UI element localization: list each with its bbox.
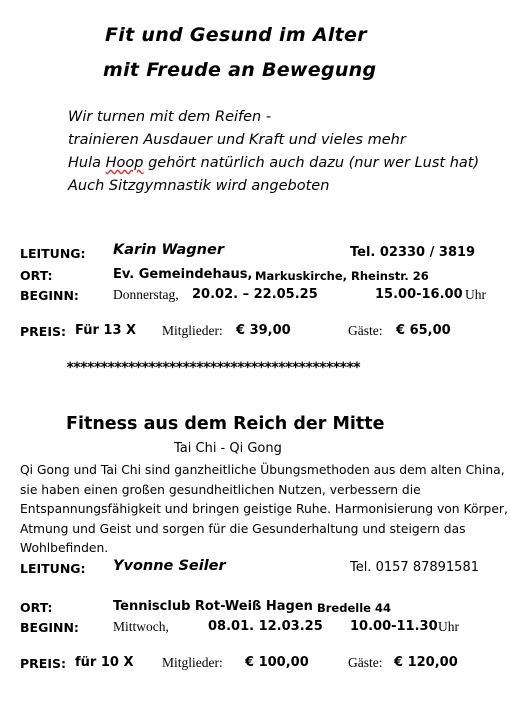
beginn2-day: Mittwoch, xyxy=(113,619,169,634)
preis-count: Für 13 X xyxy=(75,323,137,338)
leitung-tel: Tel. 02330 / 3819 xyxy=(350,245,476,260)
gaeste-label: Gäste: xyxy=(348,323,383,338)
beginn-uhr: Uhr xyxy=(465,287,486,302)
beginn-day: Donnerstag, xyxy=(113,287,179,302)
beginn2-uhr: Uhr xyxy=(438,619,459,634)
preis2-label: PREIS: xyxy=(20,656,66,671)
ort-label: ORT: xyxy=(20,268,53,283)
beginn2-dates: 08.01. 12.03.25 xyxy=(208,619,323,634)
mitglieder-label: Mitglieder: xyxy=(162,323,223,338)
intro-line-4: Auch Sitzgymnastik wird angeboten xyxy=(68,178,330,194)
mitglieder-price: € 39,00 xyxy=(236,323,291,338)
leitung2-tel: Tel. 0157 87891581 xyxy=(350,560,479,575)
gaeste2-label: Gäste: xyxy=(348,655,383,670)
ort2-label: ORT: xyxy=(20,600,53,615)
ort-address: Markuskirche, Rheinstr. 26 xyxy=(255,269,429,283)
gaeste-price: € 65,00 xyxy=(396,323,451,338)
beginn-time: 15.00-16.00 xyxy=(375,287,463,302)
gaeste2-price: € 120,00 xyxy=(394,655,458,670)
section2-subtitle: Tai Chi - Qi Gong xyxy=(174,441,282,456)
beginn-label: BEGINN: xyxy=(20,288,79,303)
hula-word: Hula xyxy=(68,155,102,171)
title-line-2: mit Freude an Bewegung xyxy=(103,59,377,81)
preis2-count: für 10 X xyxy=(75,655,134,670)
intro-line-1: Wir turnen mit dem Reifen - xyxy=(68,109,272,125)
hoop-word-spellcheck: Hoop xyxy=(105,155,144,171)
leitung-label: LEITUNG: xyxy=(20,246,86,261)
section2-description: Qi Gong und Tai Chi sind ganzheitliche Übungsmethoden aus dem alten China, sie haben einen großen gesundheitlichen Nutzen, verbessern die Entspannungsfähigkeit und bringen geistige Ruhe. Harmonisierung von Körper, Atmung und Geist und sorgen für die Gesunderhaltung und steigern das Wohlbefinden. xyxy=(20,463,508,555)
beginn2-label: BEGINN: xyxy=(20,620,79,635)
leitung-name: Karin Wagner xyxy=(113,242,224,258)
intro-line-2: trainieren Ausdauer und Kraft und vieles mehr xyxy=(68,132,406,148)
separator-stars: ******************************************* xyxy=(66,360,360,376)
ort2-address: Bredelle 44 xyxy=(317,601,391,615)
leitung2-name: Yvonne Seiler xyxy=(113,558,226,574)
intro-line-3 xyxy=(68,155,479,171)
preis-label: PREIS: xyxy=(20,324,66,339)
section2-title: Fitness aus dem Reich der Mitte xyxy=(66,414,385,434)
beginn2-time: 10.00-11.30 xyxy=(350,619,438,634)
beginn-dates: 20.02. – 22.05.25 xyxy=(192,287,318,302)
mitglieder2-price: € 100,00 xyxy=(245,655,309,670)
leitung2-label: LEITUNG: xyxy=(20,561,86,576)
mitglieder2-label: Mitglieder: xyxy=(162,655,223,670)
ort2-place: Tennisclub Rot-Weiß Hagen xyxy=(113,599,313,614)
intro-line-3-rest: gehört natürlich auch dazu (nur wer Lust hat) xyxy=(148,155,480,171)
title-line-1: Fit und Gesund im Alter xyxy=(105,24,367,46)
ort-place: Ev. Gemeindehaus, xyxy=(113,267,253,282)
